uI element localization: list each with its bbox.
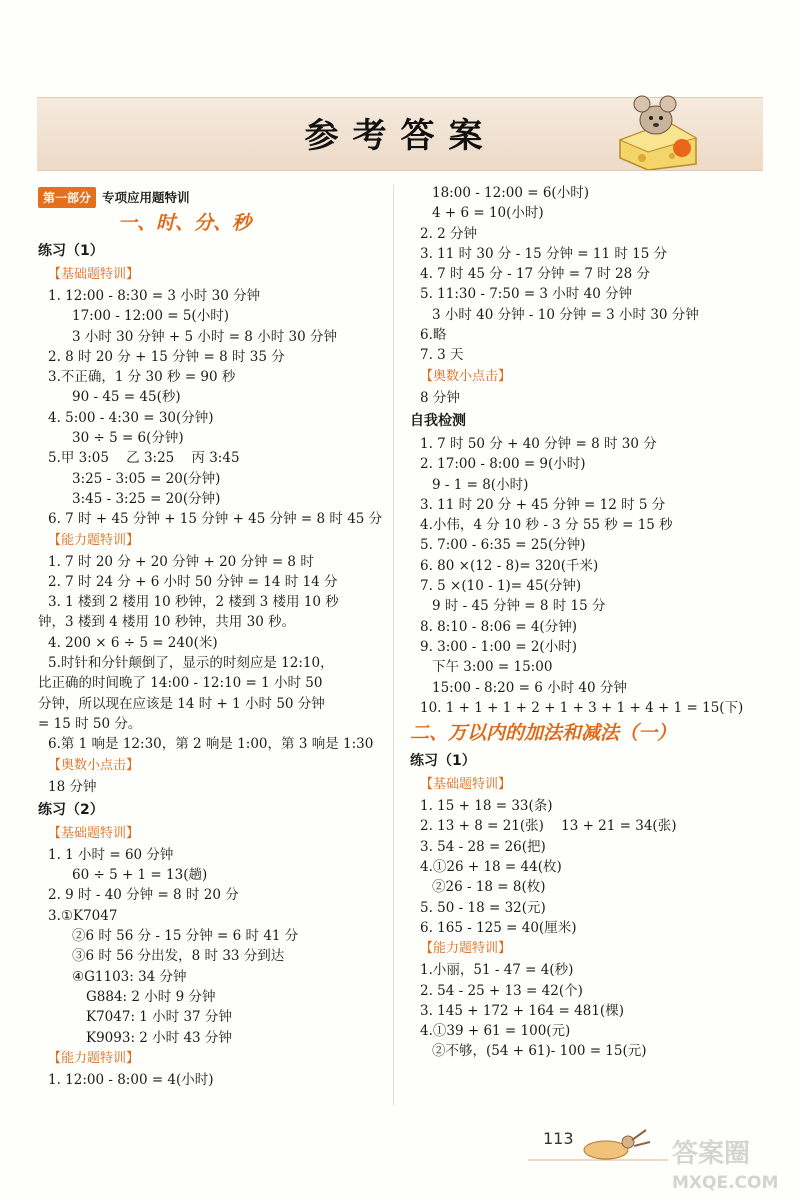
answer-line: 3. 145 + 172 + 164 = 481(棵) xyxy=(420,1002,624,1019)
answer-line: ②不够，(54 + 61)- 100 = 15(元) xyxy=(432,1043,647,1060)
section-heading: 二、万以内的加法和减法（一） xyxy=(410,722,677,745)
part-header xyxy=(38,186,388,208)
practice-heading: 练习（1） xyxy=(410,753,476,770)
left-column xyxy=(38,186,388,1090)
answer-line: 18 分钟 xyxy=(48,778,97,795)
answer-line: 30 ÷ 5 = 6(分钟) xyxy=(72,430,184,447)
section-heading: 一、时、分、秒 xyxy=(118,212,252,234)
answer-line: K9093: 2 小时 43 分钟 xyxy=(86,1029,232,1046)
answer-line: 1. 12:00 - 8:30 = 3 小时 30 分钟 xyxy=(48,288,261,304)
answer-line: 10. 1 + 1 + 1 + 2 + 1 + 3 + 1 + 4 + 1 = 15(下) xyxy=(420,699,744,716)
answer-line: 1. 12:00 - 8:00 = 4(小时) xyxy=(48,1071,214,1088)
answer-line: 6.第 1 响是 12:30，第 2 响是 1:00，第 3 响是 1:30 xyxy=(48,736,374,753)
answer-line: 5.时针和分针颠倒了，显示的时刻应是 12:10， xyxy=(48,655,334,672)
answer-line: 5. 11:30 - 7:50 = 3 小时 40 分钟 xyxy=(420,286,633,303)
answer-line: 1. 7 时 20 分 + 20 分钟 + 20 分钟 = 8 时 xyxy=(48,553,314,570)
practice-heading: 自我检测 xyxy=(410,412,466,429)
answer-line: 7. 5 ×(10 - 1)= 45(分钟) xyxy=(420,578,582,595)
answer-line: ③6 时 56 分出发，8 时 33 分到达 xyxy=(72,948,285,965)
answer-line: 15:00 - 8:20 = 6 小时 40 分钟 xyxy=(432,679,627,696)
answer-line: 17:00 - 12:00 = 5(小时) xyxy=(72,308,229,325)
category-tag: 【基础题特训】 xyxy=(420,777,512,793)
answer-line: 2. 7 时 24 分 + 6 小时 50 分钟 = 14 时 14 分 xyxy=(48,573,338,590)
answer-line: 2. 9 时 - 40 分钟 = 8 时 20 分 xyxy=(48,887,239,904)
answer-line: 8. 8:10 - 8:06 = 4(分钟) xyxy=(420,618,577,635)
answer-line: 3.不正确，1 分 30 秒 = 90 秒 xyxy=(48,369,236,386)
practice-heading: 练习（2） xyxy=(38,801,104,818)
part-badge: 第一部分 xyxy=(38,187,96,208)
category-tag: 【奥数小点击】 xyxy=(420,368,512,384)
answer-line: 2. 13 + 8 = 21(张) 13 + 21 = 34(张) xyxy=(420,818,677,835)
answer-line: 8 分钟 xyxy=(420,389,460,406)
answer-line: 4. 7 时 45 分 - 17 分钟 = 7 时 28 分 xyxy=(420,266,650,283)
answer-line: 3 小时 40 分钟 - 10 分钟 = 3 小时 30 分钟 xyxy=(432,306,699,323)
category-tag: 【基础题特训】 xyxy=(48,825,140,841)
answer-line: 3:45 - 3:25 = 20(分钟) xyxy=(72,490,221,507)
answer-line: 6. 7 时 + 45 分钟 + 15 分钟 + 45 分钟 = 8 时 45 分 xyxy=(48,511,383,528)
answer-line: 9 - 1 = 8(小时) xyxy=(432,476,529,493)
answer-line: G884: 2 小时 9 分钟 xyxy=(86,988,216,1005)
answer-line: 3. 11 时 20 分 + 45 分钟 = 12 时 5 分 xyxy=(420,496,666,513)
category-tag: 【能力题特训】 xyxy=(48,1050,140,1066)
answer-line: 2. 8 时 20 分 + 15 分钟 = 8 时 35 分 xyxy=(48,348,285,365)
answer-line: 3.①K7047 xyxy=(48,907,118,924)
category-tag: 【能力题特训】 xyxy=(48,532,140,548)
answer-line: 钟，3 楼到 4 楼用 10 秒钟，共用 30 秒。 xyxy=(38,614,296,631)
answer-line: 3. 1 楼到 2 楼用 10 秒钟，2 楼到 3 楼用 10 秒 xyxy=(48,594,339,611)
page-title: 参考答案 xyxy=(304,116,497,156)
page-number: 113 xyxy=(543,1129,574,1148)
watermark-line1: 答案圈 xyxy=(672,1139,751,1169)
answer-line: 90 - 45 = 45(秒) xyxy=(72,389,181,406)
answer-line: K7047: 1 小时 37 分钟 xyxy=(86,1009,232,1026)
answer-line: 7. 3 天 xyxy=(420,347,464,364)
answer-line: 4.①39 + 61 = 100(元) xyxy=(420,1023,571,1040)
answer-line: 9. 3:00 - 1:00 = 2(小时) xyxy=(420,638,577,655)
answer-line: 4.小伟，4 分 10 秒 - 3 分 55 秒 = 15 秒 xyxy=(420,517,673,534)
answer-line: 2. 17:00 - 8:00 = 9(小时) xyxy=(420,456,586,473)
answer-line: 3. 11 时 30 分 - 15 分钟 = 11 时 15 分 xyxy=(420,245,668,262)
answer-line: 5. 7:00 - 6:35 = 25(分钟) xyxy=(420,537,586,554)
watermark-line2: MXQE.COM xyxy=(672,1173,779,1193)
answer-line: = 15 时 50 分。 xyxy=(38,715,142,732)
practice-heading: 练习（1） xyxy=(38,243,104,259)
answer-line: 1. 7 时 50 分 + 40 分钟 = 8 时 30 分 xyxy=(420,435,657,452)
answer-line: 2. 54 - 25 + 13 = 42(个) xyxy=(420,982,583,999)
answer-line: 3 小时 30 分钟 + 5 小时 = 8 小时 30 分钟 xyxy=(72,328,337,345)
answer-line: 3. 54 - 28 = 26(把) xyxy=(420,838,546,855)
answer-line: 下午 3:00 = 15:00 xyxy=(432,659,553,676)
answer-line: 5. 50 - 18 = 32(元) xyxy=(420,899,546,916)
answer-line: 1. 1 小时 = 60 分钟 xyxy=(48,846,174,863)
answer-line: 6.略 xyxy=(420,327,447,344)
answer-line: 3:25 - 3:05 = 20(分钟) xyxy=(72,470,221,487)
answer-line: ②26 - 18 = 8(枚) xyxy=(432,879,546,896)
answer-line: ④G1103: 34 分钟 xyxy=(72,968,187,985)
answer-line: 60 ÷ 5 + 1 = 13(趟) xyxy=(72,867,208,884)
category-tag: 【奥数小点击】 xyxy=(48,757,140,773)
category-tag: 【能力题特训】 xyxy=(420,941,512,957)
answer-line: ②6 时 56 分 - 15 分钟 = 6 时 41 分 xyxy=(72,928,299,945)
answer-line: 18:00 - 12:00 = 6(小时) xyxy=(432,185,589,201)
answer-line: 4 + 6 = 10(小时) xyxy=(432,205,544,222)
answer-line: 1.小丽，51 - 47 = 4(秒) xyxy=(420,962,574,979)
answer-line: 9 时 - 45 分钟 = 8 时 15 分 xyxy=(432,598,606,615)
answer-line: 4.①26 + 18 = 44(枚) xyxy=(420,859,562,876)
answer-line: 5.甲 3:05 乙 3:25 丙 3:45 xyxy=(48,450,240,467)
mouse-cheese-illustration xyxy=(612,92,704,170)
answer-line: 4. 200 × 6 ÷ 5 = 240(米) xyxy=(48,634,218,651)
part-title: 专项应用题特训 xyxy=(102,190,190,205)
right-column xyxy=(410,183,770,1062)
answer-line: 6. 165 - 125 = 40(厘米) xyxy=(420,919,577,936)
answer-line: 1. 15 + 18 = 33(条) xyxy=(420,798,553,815)
answer-line: 分钟，所以现在应该是 14 时 + 1 小时 50 分钟 xyxy=(38,695,325,712)
answer-line: 比正确的时间晚了 14:00 - 12:10 = 1 小时 50 xyxy=(38,675,323,692)
answer-line: 2. 2 分钟 xyxy=(420,225,478,242)
column-divider xyxy=(393,185,394,1105)
answer-line: 4. 5:00 - 4:30 = 30(分钟) xyxy=(48,409,214,426)
answer-line: 6. 80 ×(12 - 8)= 320(千米) xyxy=(420,557,599,574)
category-tag: 【基础题特训】 xyxy=(48,267,140,282)
watermark-logo xyxy=(668,1132,788,1194)
